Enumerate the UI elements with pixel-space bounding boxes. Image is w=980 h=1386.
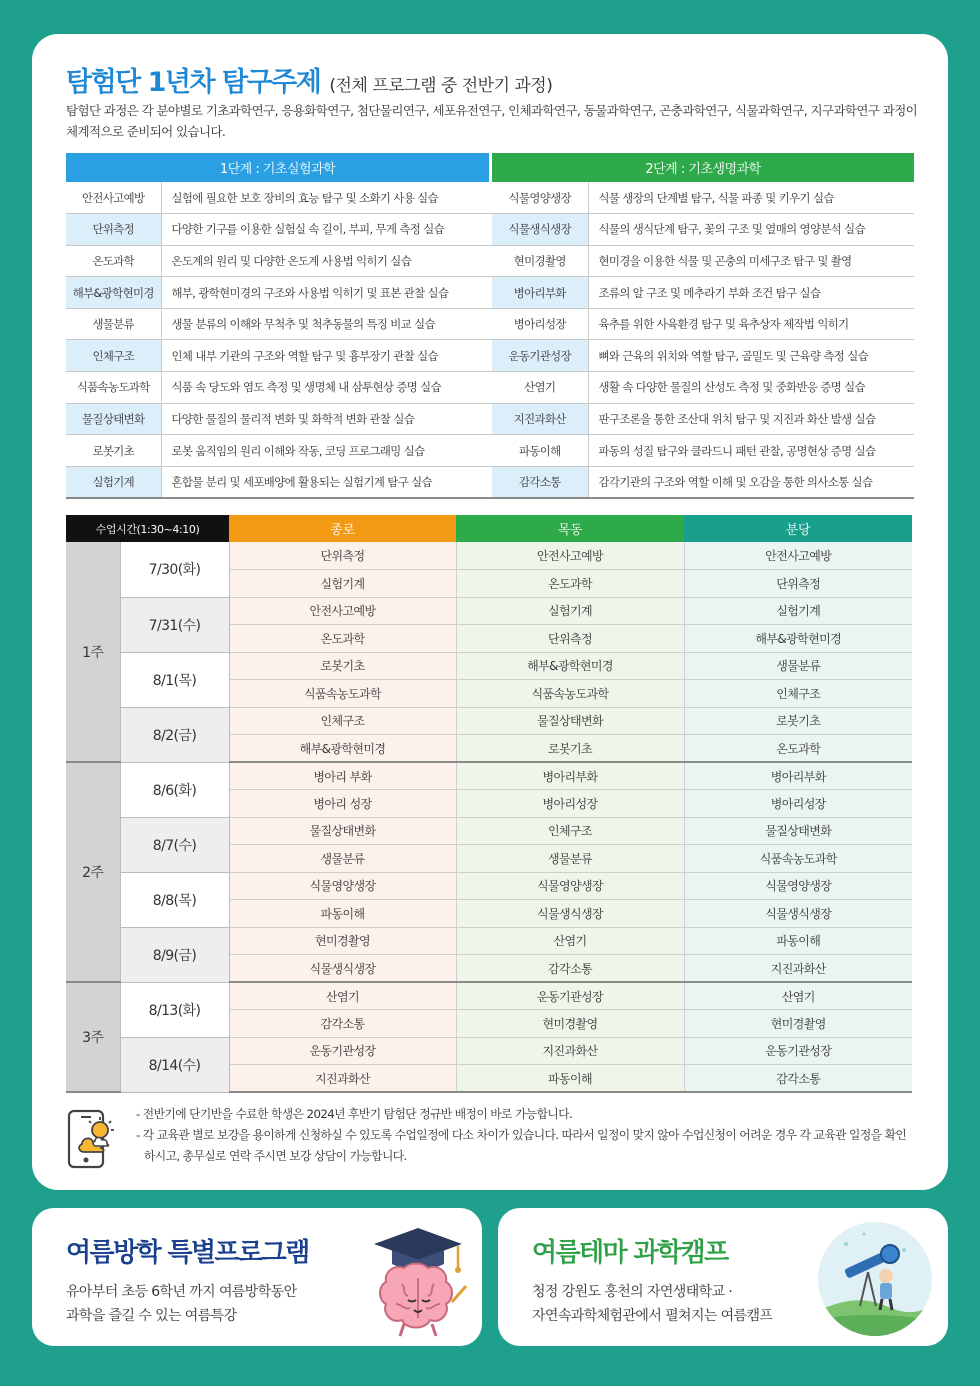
date-cell: 8/2(금) (120, 707, 229, 762)
bundang-cell: 운동기관성장 (684, 1037, 912, 1065)
stage2-topic-desc: 식물의 생식단계 탐구, 꽃의 구조 및 열매의 영양분석 실습 (588, 214, 914, 246)
jongno-cell: 단위측정 (229, 542, 456, 570)
schedule-row (66, 982, 912, 1010)
bundang-cell: 병아리성장 (684, 790, 912, 818)
bundang-cell: 해부&광학현미경 (684, 625, 912, 653)
stage2-topic-name: 산염기 (492, 372, 588, 404)
date-cell: 8/14(수) (120, 1037, 229, 1092)
jongno-cell: 생물분류 (229, 845, 456, 873)
stage1-topic-desc: 혼합물 분리 및 세포배양에 활용되는 실험기계 탐구 실습 (161, 466, 489, 498)
stage2-topic-desc: 생활 속 다양한 물질의 산성도 측정 및 중화반응 증명 실습 (588, 372, 914, 404)
mokdong-cell: 현미경촬영 (456, 1010, 684, 1038)
mokdong-cell: 운동기관성장 (456, 982, 684, 1010)
stage2-topic-desc: 육추를 위한 사육환경 탐구 및 육추상자 제작법 익히기 (588, 308, 914, 340)
date-cell: 7/30(화) (120, 542, 229, 597)
brain-graduation-icon (362, 1224, 474, 1340)
stage1-topic-name: 안전사고예방 (66, 182, 161, 214)
notes-list (136, 1104, 916, 1167)
jongno-cell: 식품속농도과학 (229, 680, 456, 708)
mokdong-cell: 식물영양생장 (456, 872, 684, 900)
stage1-topic-name: 로봇기초 (66, 435, 161, 467)
stage1-topic-desc: 식품 속 당도와 염도 측정 및 생명체 내 삼투현상 증명 실습 (161, 372, 489, 404)
bundang-cell: 온도과학 (684, 735, 912, 763)
mokdong-cell: 지진과화산 (456, 1037, 684, 1065)
stage1-topic-desc: 다양한 기구를 이용한 실험실 속 길이, 부피, 무게 측정 실습 (161, 214, 489, 246)
jongno-cell: 지진과화산 (229, 1065, 456, 1093)
class-time-header: 수업시간(1:30~4:10) (66, 515, 229, 542)
stage2-topic-name: 식물영양생장 (492, 182, 588, 214)
schedule-row (66, 762, 912, 790)
stage1-topic-desc: 인체 내부 기관의 구조와 역할 탐구 및 흉부장기 관찰 실습 (161, 340, 489, 372)
jongno-cell: 운동기관성장 (229, 1037, 456, 1065)
mokdong-cell: 단위측정 (456, 625, 684, 653)
bundang-cell: 식물생식생장 (684, 900, 912, 928)
bundang-cell: 현미경촬영 (684, 1010, 912, 1038)
stage1-topic-name: 생물분류 (66, 308, 161, 340)
date-cell: 8/13(화) (120, 982, 229, 1037)
schedule-table (66, 515, 912, 1093)
date-cell: 8/7(수) (120, 817, 229, 872)
stage2-topic-name: 병아리부화 (492, 277, 588, 309)
jongno-cell: 식물생식생장 (229, 955, 456, 983)
jongno-cell: 실험기계 (229, 570, 456, 598)
stage1-topic-name: 단위측정 (66, 214, 161, 246)
jongno-cell: 인체구조 (229, 707, 456, 735)
schedule-row (66, 1037, 912, 1065)
jongno-cell: 산염기 (229, 982, 456, 1010)
bundang-header: 분당 (684, 515, 912, 542)
mokdong-cell: 물질상태변화 (456, 707, 684, 735)
stage2-topic-desc: 파동의 성질 탐구와 클라드니 패턴 관찰, 공명현상 증명 실습 (588, 435, 914, 467)
date-cell: 8/9(금) (120, 927, 229, 982)
mokdong-cell: 병아리성장 (456, 790, 684, 818)
mokdong-cell: 생물분류 (456, 845, 684, 873)
schedule-row (66, 872, 912, 900)
stage1-topic-desc: 로봇 움직임의 원리 이해와 작동, 코딩 프로그래밍 실습 (161, 435, 489, 467)
jongno-cell: 병아리 부화 (229, 762, 456, 790)
bundang-cell: 단위측정 (684, 570, 912, 598)
stage2-topic-desc: 감각기관의 구조와 역할 이해 및 오감을 통한 의사소통 실습 (588, 466, 914, 498)
card-description: 청정 강원도 홍천의 자연생태학교 · 자연속과학체험관에서 펼쳐지는 여름캠프 (532, 1284, 773, 1324)
page-title (66, 60, 552, 99)
jongno-cell: 로봇기초 (229, 652, 456, 680)
title-sub: (전체 프로그램 중 전반기 과정) (329, 76, 553, 96)
topic-row (66, 245, 914, 277)
mokdong-cell: 감각소통 (456, 955, 684, 983)
stage2-topic-name: 식물생식생장 (492, 214, 588, 246)
bundang-cell: 실험기계 (684, 597, 912, 625)
date-cell: 7/31(수) (120, 597, 229, 652)
topic-row (66, 403, 914, 435)
stage2-topic-name: 병아리성장 (492, 308, 588, 340)
telescope-boy-icon (816, 1220, 934, 1338)
week-label: 2주 (66, 762, 120, 982)
card-title: 여름방학 특별프로그램 (66, 1238, 309, 1268)
mokdong-cell: 안전사고예방 (456, 542, 684, 570)
mokdong-cell: 실험기계 (456, 597, 684, 625)
stage2-topic-desc: 식물 생장의 단계별 탐구, 식물 파종 및 키우기 실습 (588, 182, 914, 214)
topic-row (66, 340, 914, 372)
card-title: 여름테마 과학캠프 (532, 1238, 728, 1268)
bundang-cell: 생물분류 (684, 652, 912, 680)
jongno-cell: 파동이해 (229, 900, 456, 928)
summer-science-camp-card[interactable] (498, 1208, 948, 1346)
jongno-cell: 해부&광학현미경 (229, 735, 456, 763)
topic-row (66, 308, 914, 340)
phone-sun-cloud-icon (66, 1108, 120, 1170)
card-description: 유아부터 초등 6학년 까지 여름방학동안 과학을 즐길 수 있는 여름특강 (66, 1284, 297, 1324)
mokdong-cell: 해부&광학현미경 (456, 652, 684, 680)
stage2-topic-name: 현미경촬영 (492, 245, 588, 277)
mokdong-cell: 산염기 (456, 927, 684, 955)
stage2-topic-desc: 조류의 알 구조 및 메추라기 부화 조건 탐구 실습 (588, 277, 914, 309)
date-cell: 8/1(목) (120, 652, 229, 707)
topic-row (66, 435, 914, 467)
bundang-cell: 안전사고예방 (684, 542, 912, 570)
schedule-row (66, 927, 912, 955)
jongno-cell: 안전사고예방 (229, 597, 456, 625)
schedule-row (66, 542, 912, 570)
bundang-cell: 감각소통 (684, 1065, 912, 1093)
mokdong-cell: 인체구조 (456, 817, 684, 845)
stage1-topic-desc: 다양한 물질의 물리적 변화 및 화학적 변화 관찰 실습 (161, 403, 489, 435)
stage2-header: 2단계 : 기초생명과학 (492, 153, 914, 182)
jongno-header: 종로 (229, 515, 456, 542)
stage1-topic-name: 물질상태변화 (66, 403, 161, 435)
title-main: 탐험단 1년차 탐구주제 (66, 67, 321, 98)
stage2-topic-name: 파동이해 (492, 435, 588, 467)
topic-row (66, 182, 914, 214)
week-label: 1주 (66, 542, 120, 762)
topic-row (66, 466, 914, 498)
jongno-cell: 병아리 성장 (229, 790, 456, 818)
mokdong-cell: 로봇기초 (456, 735, 684, 763)
stage1-topic-name: 실험기계 (66, 466, 161, 498)
mokdong-cell: 식품속농도과학 (456, 680, 684, 708)
date-cell: 8/6(화) (120, 762, 229, 817)
topic-row (66, 372, 914, 404)
mokdong-cell: 식물생식생장 (456, 900, 684, 928)
bundang-cell: 지진과화산 (684, 955, 912, 983)
bundang-cell: 로봇기초 (684, 707, 912, 735)
bundang-cell: 인체구조 (684, 680, 912, 708)
topic-row (66, 277, 914, 309)
stage2-topic-desc: 판구조론을 통한 조산대 위치 탐구 및 지진과 화산 발생 실습 (588, 403, 914, 435)
stage1-topic-desc: 생물 분류의 이해와 무척추 및 척추동물의 특징 비교 실습 (161, 308, 489, 340)
bundang-cell: 식품속농도과학 (684, 845, 912, 873)
stage1-topic-desc: 온도계의 원리 및 다양한 온도계 사용법 익히기 실습 (161, 245, 489, 277)
jongno-cell: 감각소통 (229, 1010, 456, 1038)
stage1-topic-name: 해부&광학현미경 (66, 277, 161, 309)
mokdong-cell: 온도과학 (456, 570, 684, 598)
mokdong-cell: 파동이해 (456, 1065, 684, 1093)
mokdong-cell: 병아리부화 (456, 762, 684, 790)
stage2-topic-desc: 뼈와 근육의 위치와 역할 탐구, 골밀도 및 근육량 측정 실습 (588, 340, 914, 372)
stage2-topic-name: 운동기관성장 (492, 340, 588, 372)
note-item: - 각 교육관 별로 보강을 용이하게 신청하실 수 있도록 수업일정에 다소 차이가 있습니다. 따라서 일정이 맞지 않아 수업신청이 어려운 경우 각 교육관 일정을 확인하시고, 총무실로 연락 주시면 보강 상담이 가능합니다. (136, 1128, 907, 1163)
bundang-cell: 병아리부화 (684, 762, 912, 790)
schedule-header (66, 515, 912, 542)
stage1-topic-desc: 해부, 광학현미경의 구조와 사용법 익히기 및 표본 관찰 실습 (161, 277, 489, 309)
jongno-cell: 현미경촬영 (229, 927, 456, 955)
topic-row (66, 214, 914, 246)
schedule-row (66, 652, 912, 680)
schedule-row (66, 817, 912, 845)
topics-header (66, 153, 914, 182)
summer-special-program-card[interactable] (32, 1208, 482, 1346)
stage2-topic-name: 감각소통 (492, 466, 588, 498)
stage2-topic-name: 지진과화산 (492, 403, 588, 435)
stage1-header: 1단계 : 기초실험과학 (66, 153, 489, 182)
date-cell: 8/8(목) (120, 872, 229, 927)
main-card (32, 34, 948, 1190)
bundang-cell: 식물영양생장 (684, 872, 912, 900)
stage2-topic-desc: 현미경을 이용한 식물 및 곤충의 미세구조 탐구 및 촬영 (588, 245, 914, 277)
schedule-row (66, 707, 912, 735)
note-item: - 전반기에 단기반을 수료한 학생은 2024년 후반기 탐험단 정규반 배정이 바로 가능합니다. (136, 1107, 573, 1121)
jongno-cell: 식물영양생장 (229, 872, 456, 900)
stage1-topic-name: 식품속농도과학 (66, 372, 161, 404)
intro-text: 탐험단 과정은 각 분야별로 기초과학연구, 응용화학연구, 첨단물리연구, 세포유전연구, 인체과학연구, 동물과학연구, 곤충과학연구, 식물과학연구, 지구과학연구 과정이 체계적으로 준비되어 있습니다. (66, 103, 918, 139)
week-label: 3주 (66, 982, 120, 1092)
jongno-cell: 온도과학 (229, 625, 456, 653)
jongno-cell: 물질상태변화 (229, 817, 456, 845)
bundang-cell: 산염기 (684, 982, 912, 1010)
schedule-row (66, 597, 912, 625)
bundang-cell: 파동이해 (684, 927, 912, 955)
topics-table (66, 153, 914, 499)
bundang-cell: 물질상태변화 (684, 817, 912, 845)
stage1-topic-desc: 실험에 필요한 보호 장비의 효능 탐구 및 소화기 사용 실습 (161, 182, 489, 214)
mokdong-header: 목동 (456, 515, 684, 542)
stage1-topic-name: 온도과학 (66, 245, 161, 277)
stage1-topic-name: 인체구조 (66, 340, 161, 372)
